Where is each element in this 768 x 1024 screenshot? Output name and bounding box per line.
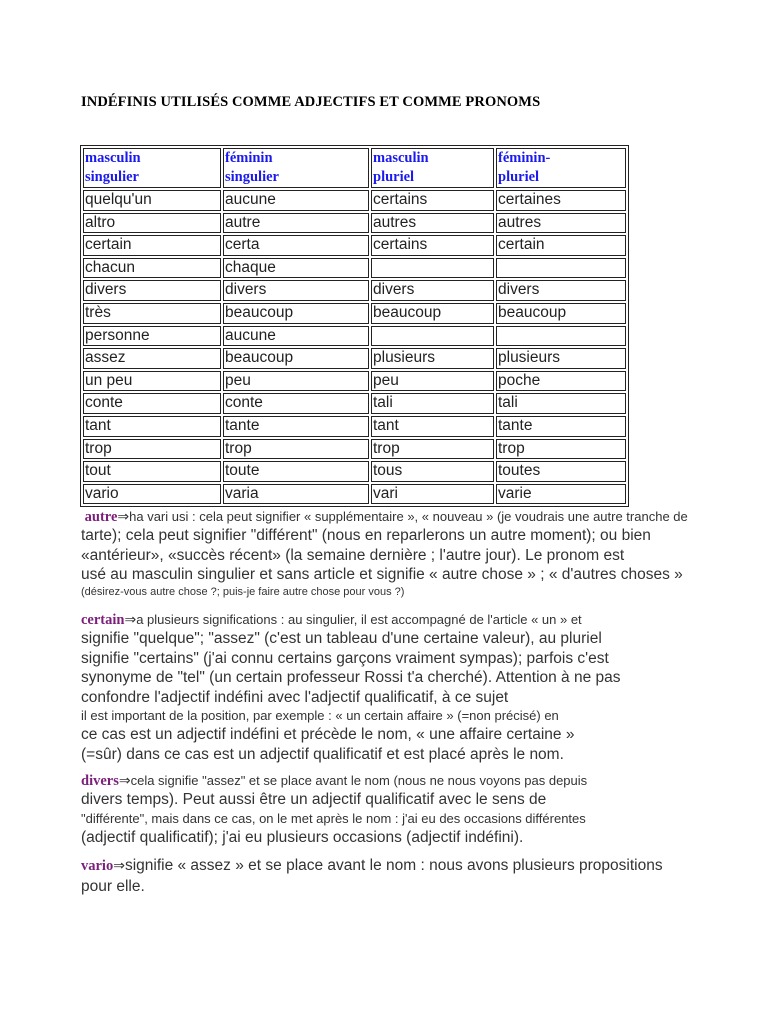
table-cell: plusieurs bbox=[371, 348, 494, 369]
column-header bbox=[371, 148, 494, 188]
table-cell: altro bbox=[83, 213, 221, 234]
table-row bbox=[83, 393, 626, 414]
table-cell: beaucoup bbox=[371, 303, 494, 324]
table-cell: beaucoup bbox=[496, 303, 626, 324]
table-cell: trop bbox=[371, 439, 494, 460]
table-cell: certain bbox=[496, 235, 626, 256]
note-line: confondre l'adjectif indéfini avec l'adjectif qualificatif, à ce sujet bbox=[81, 688, 509, 706]
table-cell: certains bbox=[371, 235, 494, 256]
note-line: pour elle. bbox=[81, 877, 145, 895]
note-line: synonyme de "tel" (un certain professeur Rossi t'a cherché). Attention à ne pas bbox=[81, 669, 621, 686]
arrow-icon: ⇒ bbox=[113, 857, 125, 873]
note-line bbox=[81, 507, 731, 526]
table-row bbox=[83, 461, 626, 482]
table-body bbox=[83, 148, 626, 504]
column-header-text: féminin- bbox=[498, 150, 551, 166]
table-row bbox=[83, 235, 626, 256]
note-line: signifie "certains" (j'ai connu certains garçons vraiment sympas); parfois c'est bbox=[81, 649, 609, 667]
table-cell: trop bbox=[496, 439, 626, 460]
table-cell: divers bbox=[83, 280, 221, 301]
table-cell: quelqu'un bbox=[83, 190, 221, 211]
table-cell: tali bbox=[496, 393, 626, 414]
table-cell bbox=[371, 326, 494, 347]
table-cell: aucune bbox=[223, 326, 369, 347]
keyword-divers: divers bbox=[81, 773, 119, 789]
note-line: «antérieur», «succès récent» (la semaine dernière ; l'autre jour). Le pronom est bbox=[81, 546, 625, 564]
keyword-vario: vario bbox=[81, 858, 114, 874]
note-line: ce cas est un adjectif indéfini et précède le nom, « une affaire certaine » bbox=[81, 726, 575, 743]
note-certain bbox=[81, 610, 731, 764]
table-cell: conte bbox=[83, 393, 221, 414]
table-cell: conte bbox=[223, 393, 369, 414]
table-cell bbox=[371, 258, 494, 279]
table-row bbox=[83, 371, 626, 392]
column-header-text: singulier bbox=[85, 169, 139, 185]
column-header-text: singulier bbox=[225, 169, 279, 185]
table-row bbox=[83, 439, 626, 460]
table-row bbox=[83, 348, 626, 369]
table-cell: tante bbox=[223, 416, 369, 437]
column-header-text: masculin bbox=[373, 150, 429, 166]
note-vario bbox=[81, 856, 731, 896]
note-line: (désirez-vous autre chose ?; puis-je faire autre chose pour vous ?) bbox=[81, 585, 405, 598]
column-header bbox=[83, 148, 221, 188]
column-header bbox=[223, 148, 369, 188]
table-cell: certaines bbox=[496, 190, 626, 211]
table-cell: divers bbox=[223, 280, 369, 301]
table-cell: poche bbox=[496, 371, 626, 392]
keyword-autre: autre bbox=[84, 509, 118, 525]
table-cell: divers bbox=[496, 280, 626, 301]
table-row bbox=[83, 416, 626, 437]
column-header-text: masculin bbox=[85, 150, 141, 166]
table-header-row bbox=[83, 148, 626, 188]
note-line bbox=[81, 856, 731, 877]
note-line: (adjectif qualificatif); j'ai eu plusieurs occasions (adjectif indéfini). bbox=[81, 828, 524, 846]
table-cell: varie bbox=[496, 484, 626, 505]
arrow-icon: ⇒ bbox=[118, 772, 131, 788]
table-cell: autres bbox=[371, 213, 494, 234]
page-title: INDÉFINIS UTILISÉS COMME ADJECTIFS ET COMME PRONOMS bbox=[81, 94, 541, 110]
indefinite-table bbox=[80, 145, 629, 507]
column-header bbox=[496, 148, 626, 188]
table-cell: personne bbox=[83, 326, 221, 347]
table-cell: certa bbox=[223, 235, 369, 256]
arrow-icon: ⇒ bbox=[117, 508, 130, 524]
table-cell: tout bbox=[83, 461, 221, 482]
column-header-text: pluriel bbox=[373, 169, 415, 185]
note-line: signifie "quelque"; "assez" (c'est un tableau d'une certaine valeur), au pluriel bbox=[81, 630, 602, 647]
column-header-text: féminin bbox=[225, 150, 273, 166]
table-cell: divers bbox=[371, 280, 494, 301]
table-cell: vario bbox=[83, 484, 221, 505]
table-cell: trop bbox=[83, 439, 221, 460]
table-cell: autres bbox=[496, 213, 626, 234]
table-cell: certain bbox=[83, 235, 221, 256]
table-cell: varia bbox=[223, 484, 369, 505]
table-cell bbox=[496, 326, 626, 347]
table-cell: tant bbox=[83, 416, 221, 437]
arrow-icon: ⇒ bbox=[124, 611, 137, 627]
table-cell: certains bbox=[371, 190, 494, 211]
table-row bbox=[83, 190, 626, 211]
note-line: divers temps). Peut aussi être un adjectif qualificatif avec le sens de bbox=[81, 791, 547, 808]
note-autre bbox=[81, 507, 731, 600]
table-cell: plusieurs bbox=[496, 348, 626, 369]
table-cell: beaucoup bbox=[223, 348, 369, 369]
table-cell: trop bbox=[223, 439, 369, 460]
table-row bbox=[83, 258, 626, 279]
table-cell: toute bbox=[223, 461, 369, 482]
note-text: signifie « assez » et se place avant le nom : nous avons plusieurs propositions bbox=[124, 857, 663, 874]
table-cell: chacun bbox=[83, 258, 221, 279]
table-row bbox=[83, 213, 626, 234]
table-row bbox=[83, 484, 626, 505]
table-cell: peu bbox=[223, 371, 369, 392]
table-cell: chaque bbox=[223, 258, 369, 279]
table-cell: un peu bbox=[83, 371, 221, 392]
note-line bbox=[81, 610, 731, 629]
table-cell: tali bbox=[371, 393, 494, 414]
table-cell: aucune bbox=[223, 190, 369, 211]
table-cell: très bbox=[83, 303, 221, 324]
table-cell: tante bbox=[496, 416, 626, 437]
note-text: cela signifie "assez" et se place avant le nom (nous ne nous voyons pas depuis bbox=[130, 773, 588, 788]
note-divers bbox=[81, 771, 731, 847]
table-cell: beaucoup bbox=[223, 303, 369, 324]
table-cell: peu bbox=[371, 371, 494, 392]
table-cell: tous bbox=[371, 461, 494, 482]
table-cell: autre bbox=[223, 213, 369, 234]
table-row bbox=[83, 280, 626, 301]
table-cell: toutes bbox=[496, 461, 626, 482]
table-cell bbox=[496, 258, 626, 279]
note-line: il est important de la position, par exemple : « un certain affaire » (=non précisé) en bbox=[81, 708, 559, 723]
note-line: usé au masculin singulier et sans article et signifie « autre chose » ; « d'autres choses » bbox=[81, 566, 683, 583]
table-cell: vari bbox=[371, 484, 494, 505]
table-cell: tant bbox=[371, 416, 494, 437]
note-line: "différente", mais dans ce cas, on le met après le nom : j'ai eu des occasions différentes bbox=[81, 810, 586, 826]
note-line bbox=[81, 771, 731, 790]
keyword-certain: certain bbox=[81, 612, 125, 628]
table-cell: assez bbox=[83, 348, 221, 369]
column-header-text: pluriel bbox=[498, 169, 540, 185]
note-text: ha vari usi : cela peut signifier « supplémentaire », « nouveau » (je voudrais une autre tranche de bbox=[129, 509, 688, 524]
note-line: (=sûr) dans ce cas est un adjectif qualificatif et est placé après le nom. bbox=[81, 745, 564, 763]
table-row bbox=[83, 326, 626, 347]
table-row bbox=[83, 303, 626, 324]
note-line: tarte); cela peut signifier "différent" (nous en reparlerons un autre moment); ou bien bbox=[81, 527, 651, 544]
note-text: a plusieurs significations : au singulier, il est accompagné de l'article « un » et bbox=[136, 612, 582, 627]
